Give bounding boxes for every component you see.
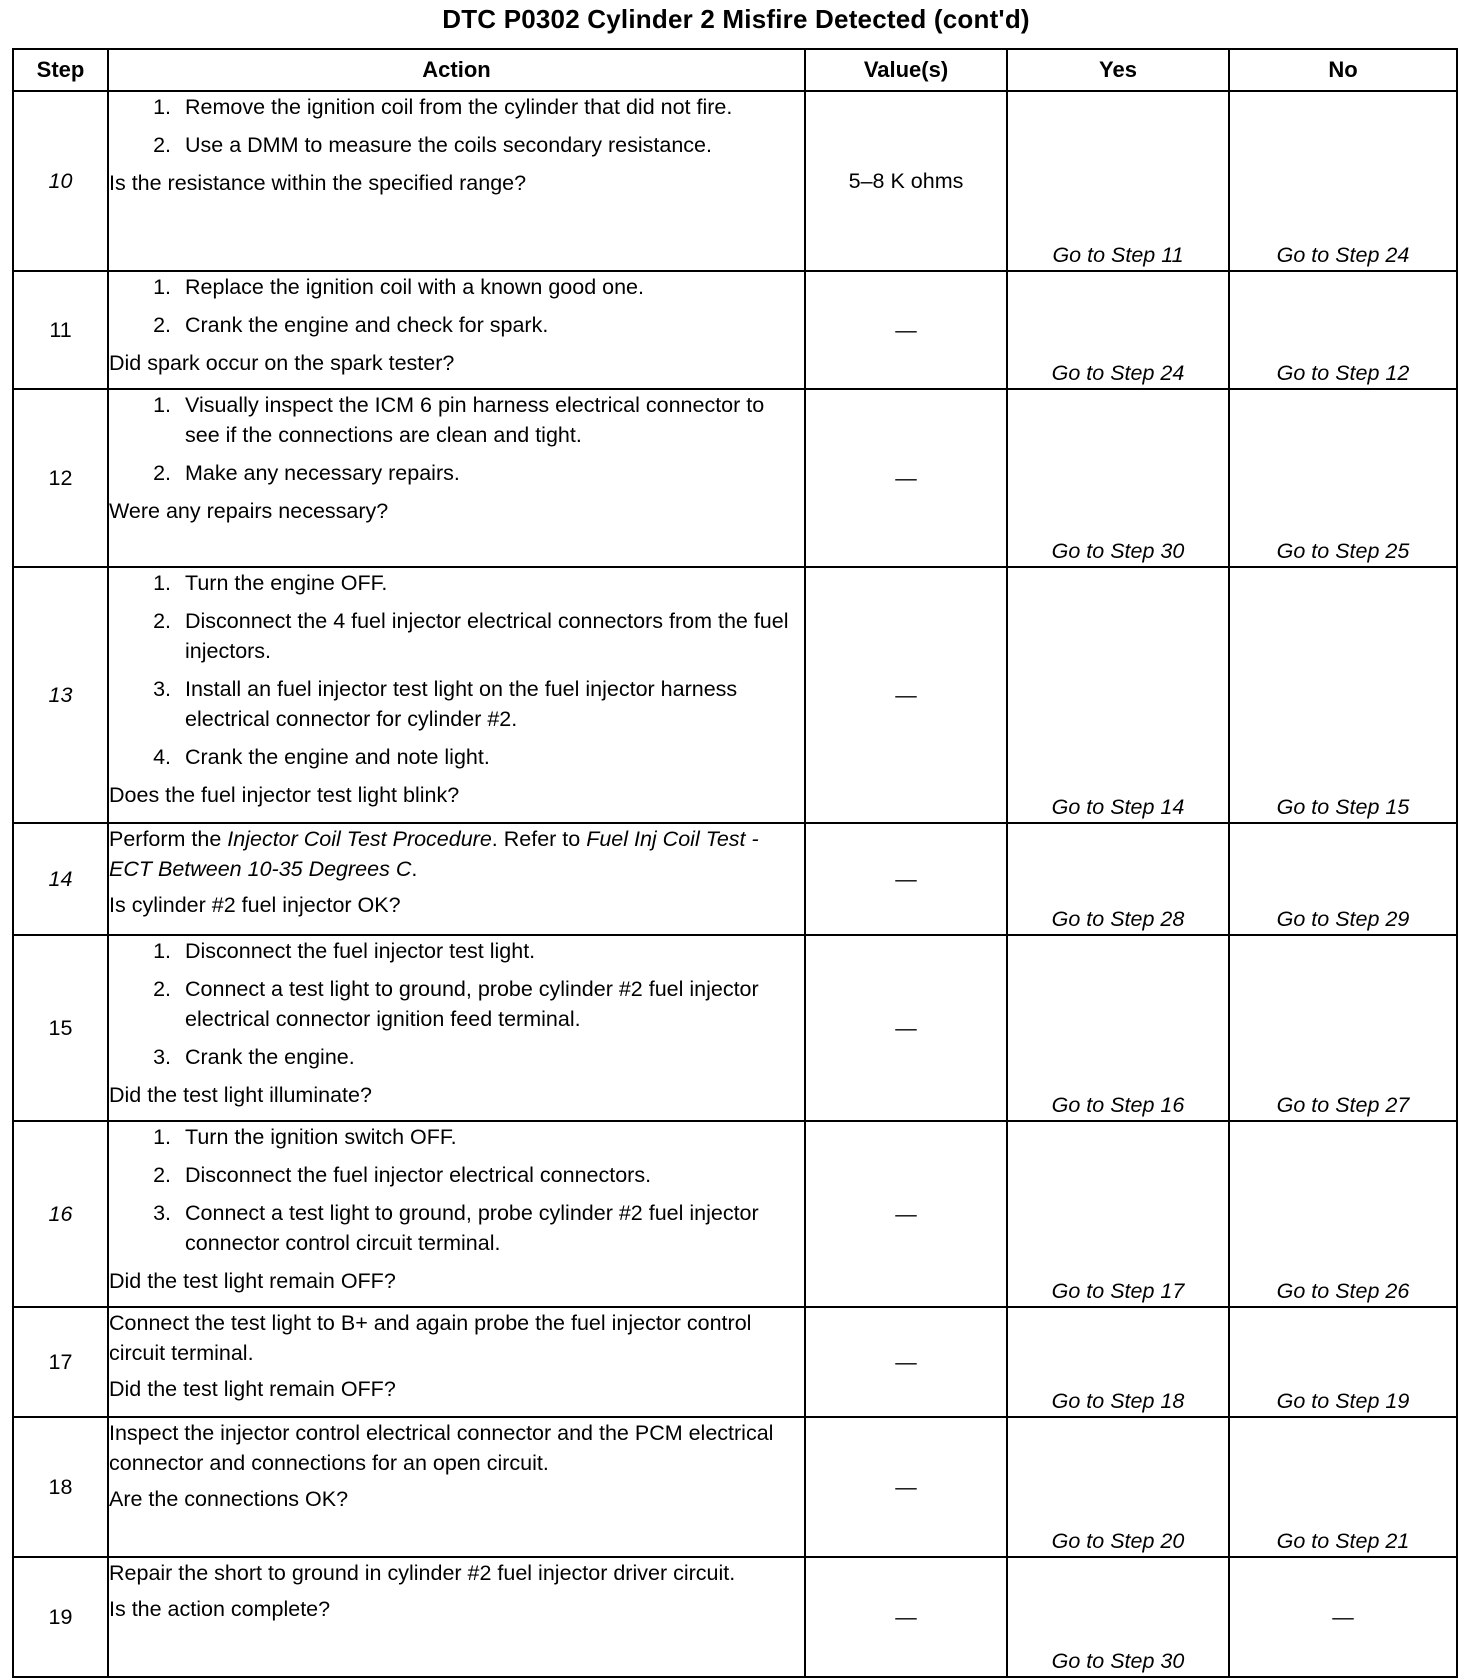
header-step: Step: [13, 49, 108, 91]
action-item: 2. Disconnect the 4 fuel injector electrical connectors from the fuel injectors.: [177, 606, 804, 666]
table-row: [13, 91, 1457, 271]
yes-cell: Go to Step 11: [1007, 91, 1229, 271]
diagnostic-table: [12, 48, 1458, 1678]
yes-cell: Go to Step 14: [1007, 567, 1229, 823]
action-item: 2. Crank the engine and check for spark.: [177, 310, 804, 340]
header-yes: Yes: [1007, 49, 1229, 91]
value-cell: —: [805, 271, 1007, 389]
yes-cell: Go to Step 20: [1007, 1417, 1229, 1557]
action-question: Did the test light illuminate?: [109, 1083, 372, 1107]
step-number: 14: [13, 823, 108, 935]
action-item: 3. Connect a test light to ground, probe cylinder #2 fuel injector connector control circuit terminal.: [177, 1198, 804, 1258]
action-question: Does the fuel injector test light blink?: [109, 783, 460, 807]
action-question: Did spark occur on the spark tester?: [109, 351, 455, 375]
header-values: Value(s): [805, 49, 1007, 91]
action-cell: [108, 1417, 805, 1557]
no-cell: Go to Step 25: [1229, 389, 1457, 567]
action-item: 3. Install an fuel injector test light on the fuel injector harness electrical connector for cylinder #2.: [177, 674, 804, 734]
action-item: 4. Crank the engine and note light.: [177, 742, 804, 772]
step-number: 15: [13, 935, 108, 1121]
yes-cell: Go to Step 16: [1007, 935, 1229, 1121]
value-cell: —: [805, 935, 1007, 1121]
step-number: 10: [13, 91, 108, 271]
action-item: 2. Connect a test light to ground, probe cylinder #2 fuel injector electrical connector ignition feed terminal.: [177, 974, 804, 1034]
table-row: [13, 271, 1457, 389]
action-paragraph: Perform the Injector Coil Test Procedure. Refer to Fuel Inj Coil Test - ECT Between 10-35 Degrees C.: [109, 827, 759, 881]
value-cell: —: [805, 389, 1007, 567]
no-cell: Go to Step 15: [1229, 567, 1457, 823]
no-cell: Go to Step 26: [1229, 1121, 1457, 1307]
yes-cell: Go to Step 24: [1007, 271, 1229, 389]
action-item: 2. Use a DMM to measure the coils secondary resistance.: [177, 130, 804, 160]
action-item: 2. Make any necessary repairs.: [177, 458, 804, 488]
yes-cell: Go to Step 17: [1007, 1121, 1229, 1307]
value-cell: —: [805, 823, 1007, 935]
yes-cell: Go to Step 28: [1007, 823, 1229, 935]
action-question: Are the connections OK?: [109, 1487, 349, 1511]
value-cell: —: [805, 1307, 1007, 1417]
action-cell: [108, 567, 805, 823]
action-question: Did the test light remain OFF?: [109, 1377, 396, 1401]
action-item: 1. Visually inspect the ICM 6 pin harness electrical connector to see if the connections are clean and tight.: [177, 390, 804, 450]
step-number: 13: [13, 567, 108, 823]
action-question: Did the test light remain OFF?: [109, 1269, 396, 1293]
table-row: [13, 1121, 1457, 1307]
table-row: [13, 1307, 1457, 1417]
action-question: Is the action complete?: [109, 1597, 331, 1621]
action-cell: [108, 1307, 805, 1417]
no-cell: Go to Step 29: [1229, 823, 1457, 935]
step-number: 16: [13, 1121, 108, 1307]
value-cell: —: [805, 1121, 1007, 1307]
action-cell: [108, 935, 805, 1121]
table-header-row: [13, 49, 1457, 91]
no-cell: Go to Step 21: [1229, 1417, 1457, 1557]
header-action: Action: [108, 49, 805, 91]
value-cell: 5–8 K ohms: [805, 91, 1007, 271]
action-question: Is the resistance within the specified range?: [109, 171, 527, 195]
no-cell: Go to Step 24: [1229, 91, 1457, 271]
no-cell: Go to Step 12: [1229, 271, 1457, 389]
step-number: 17: [13, 1307, 108, 1417]
action-item: 1. Replace the ignition coil with a known good one.: [177, 272, 804, 302]
yes-cell: Go to Step 18: [1007, 1307, 1229, 1417]
action-cell: [108, 1557, 805, 1677]
no-cell: —: [1229, 1557, 1457, 1677]
table-row: [13, 1557, 1457, 1677]
yes-cell: Go to Step 30: [1007, 1557, 1229, 1677]
action-item: 1. Remove the ignition coil from the cylinder that did not fire.: [177, 92, 804, 122]
action-item: 1. Turn the engine OFF.: [177, 568, 804, 598]
action-paragraph: Repair the short to ground in cylinder #2 fuel injector driver circuit.: [109, 1561, 736, 1585]
table-row: [13, 567, 1457, 823]
action-cell: [108, 823, 805, 935]
step-number: 11: [13, 271, 108, 389]
action-item: 1. Turn the ignition switch OFF.: [177, 1122, 804, 1152]
action-item: 2. Disconnect the fuel injector electrical connectors.: [177, 1160, 804, 1190]
action-cell: [108, 91, 805, 271]
action-paragraph: Inspect the injector control electrical connector and the PCM electrical connector and connections for an open circuit.: [109, 1421, 774, 1475]
table-row: [13, 1417, 1457, 1557]
action-item: 1. Disconnect the fuel injector test light.: [177, 936, 804, 966]
header-no: No: [1229, 49, 1457, 91]
action-cell: [108, 1121, 805, 1307]
step-number: 18: [13, 1417, 108, 1557]
action-cell: [108, 389, 805, 567]
value-cell: —: [805, 567, 1007, 823]
table-row: [13, 389, 1457, 567]
action-paragraph: Connect the test light to B+ and again probe the fuel injector control circuit terminal.: [109, 1311, 752, 1365]
step-number: 19: [13, 1557, 108, 1677]
step-number: 12: [13, 389, 108, 567]
page-title: DTC P0302 Cylinder 2 Misfire Detected (cont'd): [442, 4, 1030, 34]
action-cell: [108, 271, 805, 389]
value-cell: —: [805, 1557, 1007, 1677]
action-item: 3. Crank the engine.: [177, 1042, 804, 1072]
table-row: [13, 823, 1457, 935]
no-cell: Go to Step 19: [1229, 1307, 1457, 1417]
no-cell: Go to Step 27: [1229, 935, 1457, 1121]
action-question: Were any repairs necessary?: [109, 499, 389, 523]
yes-cell: Go to Step 30: [1007, 389, 1229, 567]
table-row: [13, 935, 1457, 1121]
action-question: Is cylinder #2 fuel injector OK?: [109, 893, 401, 917]
value-cell: —: [805, 1417, 1007, 1557]
